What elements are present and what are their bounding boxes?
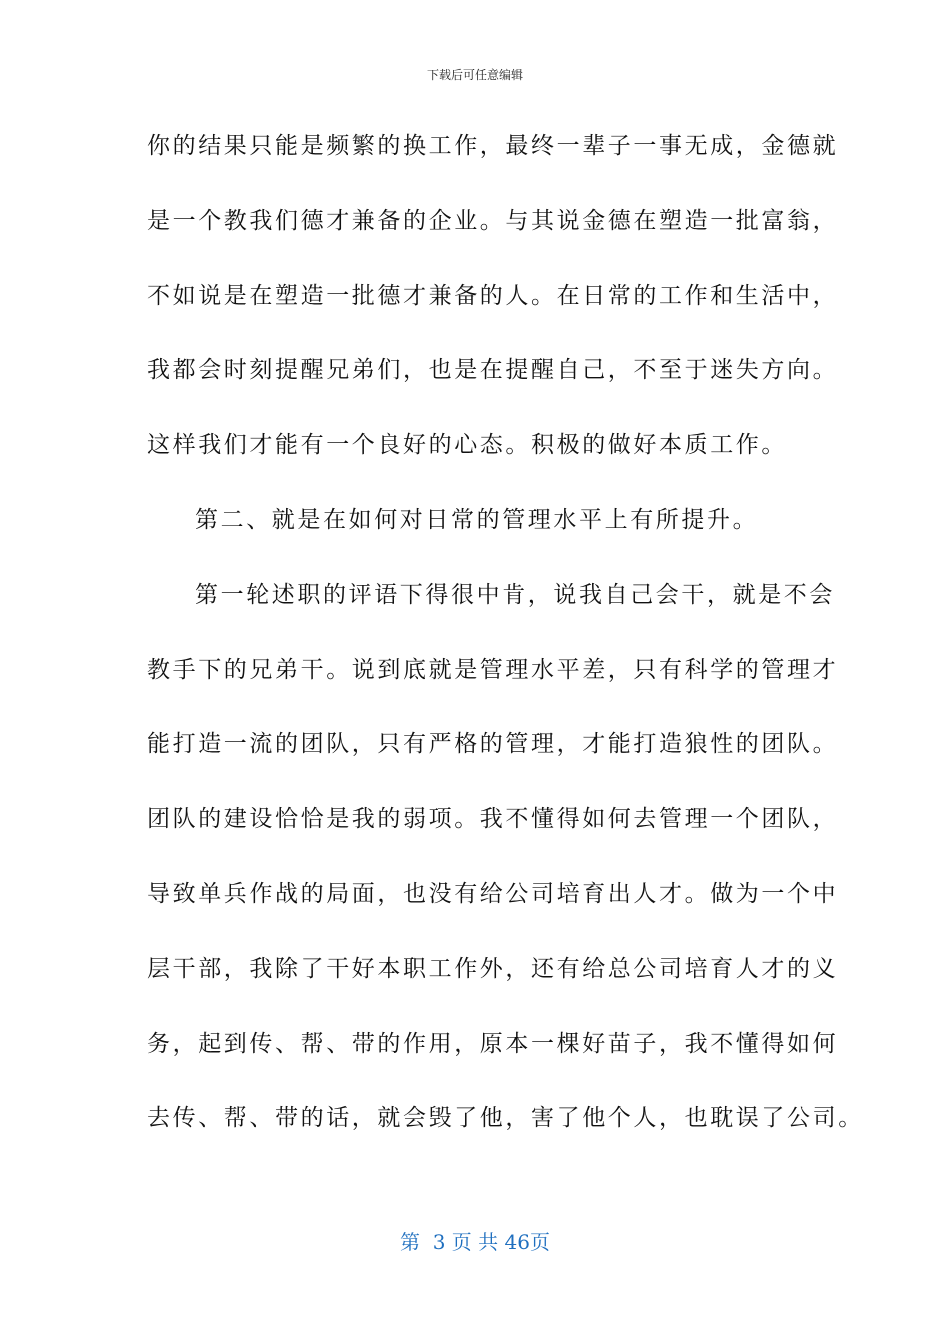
text-line: 教手下的兄弟干。说到底就是管理水平差，只有科学的管理才 <box>147 656 839 683</box>
text-line: 层干部，我除了干好本职工作外，还有给总公司培育人才的义 <box>147 955 839 982</box>
text-line: 我都会时刻提醒兄弟们，也是在提醒自己，不至于迷失方向。 <box>147 357 839 384</box>
text-line: 去传、帮、带的话，就会毁了他，害了他个人，也耽误了公司。 <box>147 1105 864 1132</box>
text-line: 这样我们才能有一个良好的心态。积极的做好本质工作。 <box>147 432 787 459</box>
text-line: 不如说是在塑造一批德才兼备的人。在日常的工作和生活中， <box>147 282 839 309</box>
text-line: 能打造一流的团队，只有严格的管理，才能打造狼性的团队。 <box>147 731 839 758</box>
text-line: 团队的建设恰恰是我的弱项。我不懂得如何去管理一个团队， <box>147 806 839 833</box>
text-line: 务，起到传、帮、带的作用，原本一棵好苗子，我不懂得如何 <box>147 1030 839 1057</box>
page-number-footer: 第 3 页 共 46页 <box>400 1230 550 1254</box>
text-line: 导致单兵作战的局面，也没有给公司培育出人才。做为一个中 <box>147 880 839 907</box>
text-line: 你的结果只能是频繁的换工作，最终一辈子一事无成，金德就 <box>147 133 839 159</box>
paragraph-heading: 第二、就是在如何对日常的管理水平上有所提升。 <box>195 506 759 533</box>
text-line: 是一个教我们德才兼备的企业。与其说金德在塑造一批富翁， <box>147 207 839 234</box>
document-body <box>147 118 864 1165</box>
page-header: 下载后可任意编辑 <box>426 68 523 82</box>
text-line: 第一轮述职的评语下得很中肯，说我自己会干，就是不会 <box>195 581 835 608</box>
